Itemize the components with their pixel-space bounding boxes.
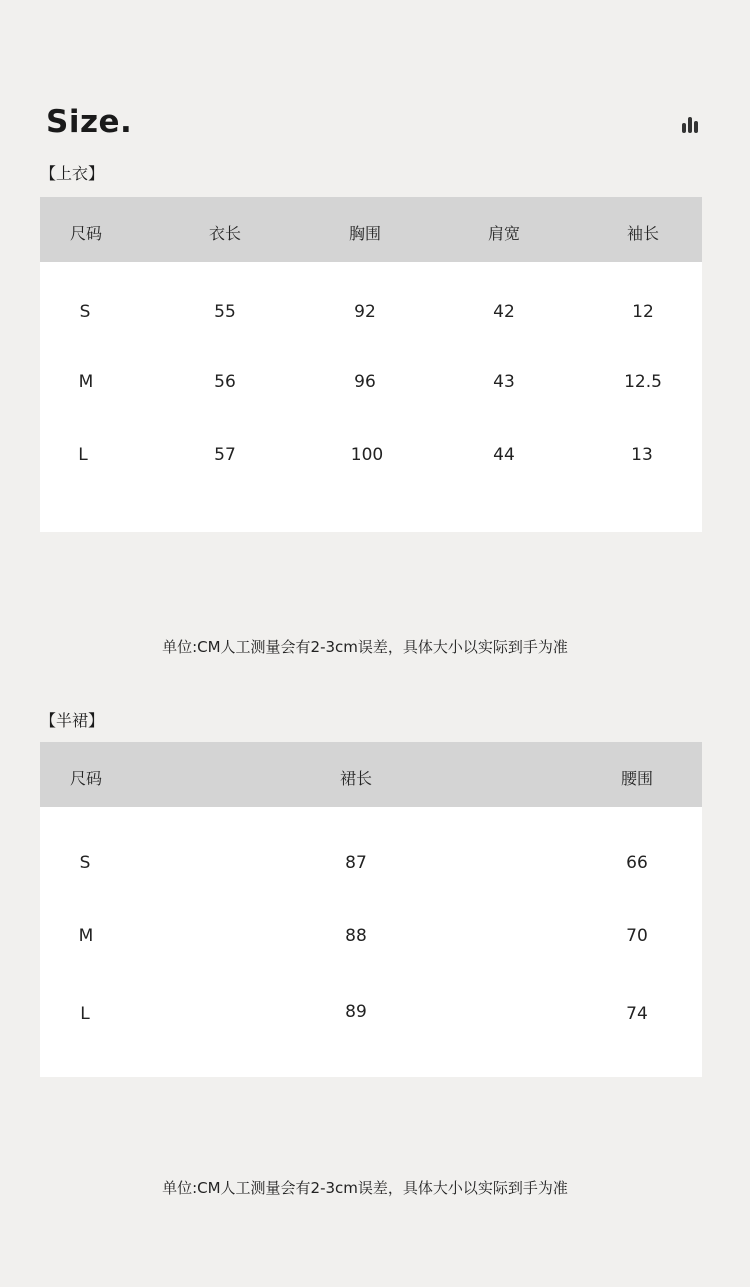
header-waist: 腰围 (620, 769, 654, 788)
table-row (40, 445, 702, 469)
table-row (40, 372, 702, 396)
cell-skirt-length: 88 (345, 926, 367, 946)
cell-shoulder: 43 (493, 372, 515, 392)
cell-length: 56 (214, 372, 236, 392)
header-chest: 胸围 (348, 224, 382, 243)
table-row (40, 302, 702, 326)
cell-size: M (78, 372, 94, 392)
cell-size: S (79, 853, 91, 873)
cell-shoulder: 42 (493, 302, 515, 322)
top-size-table (40, 197, 702, 532)
table-row (40, 926, 702, 950)
cell-skirt-length: 87 (345, 853, 367, 873)
top-table-header (40, 197, 702, 262)
skirt-section-label: 【半裙】 (40, 711, 105, 730)
table-row (40, 853, 702, 877)
cell-length: 57 (214, 445, 236, 465)
table-row (40, 1004, 702, 1028)
cell-sleeve: 12.5 (624, 372, 662, 392)
cell-size: L (78, 445, 88, 465)
top-section-label: 【上衣】 (40, 164, 105, 183)
page-title: Size. (46, 104, 133, 140)
cell-waist: 74 (626, 1004, 648, 1024)
skirt-table-header (40, 742, 702, 807)
cell-size: M (78, 926, 94, 946)
cell-sleeve: 13 (631, 445, 653, 465)
header-shoulder: 肩宽 (487, 224, 521, 243)
skirt-measurement-note: 单位:CM人工测量会有2-3cm误差，具体大小以实际到手为准 (162, 1179, 568, 1197)
header-size: 尺码 (69, 224, 103, 243)
cell-size: S (79, 302, 91, 322)
cell-waist: 66 (626, 853, 648, 873)
header-size: 尺码 (69, 769, 103, 788)
header-sleeve: 袖长 (626, 224, 660, 243)
cell-length: 55 (214, 302, 236, 322)
bar-chart-icon (682, 117, 702, 133)
header-length: 衣长 (208, 224, 242, 243)
cell-chest: 92 (354, 302, 376, 322)
cell-chest: 96 (354, 372, 376, 392)
header-skirt-length: 裙长 (339, 769, 373, 788)
cell-waist: 70 (626, 926, 648, 946)
cell-sleeve: 12 (632, 302, 654, 322)
top-measurement-note: 单位:CM人工测量会有2-3cm误差，具体大小以实际到手为准 (162, 638, 568, 656)
skirt-size-table (40, 742, 702, 1077)
cell-size: L (80, 1004, 90, 1024)
cell-skirt-length: 89 (345, 1002, 367, 1022)
cell-shoulder: 44 (493, 445, 515, 465)
cell-chest: 100 (350, 445, 384, 465)
